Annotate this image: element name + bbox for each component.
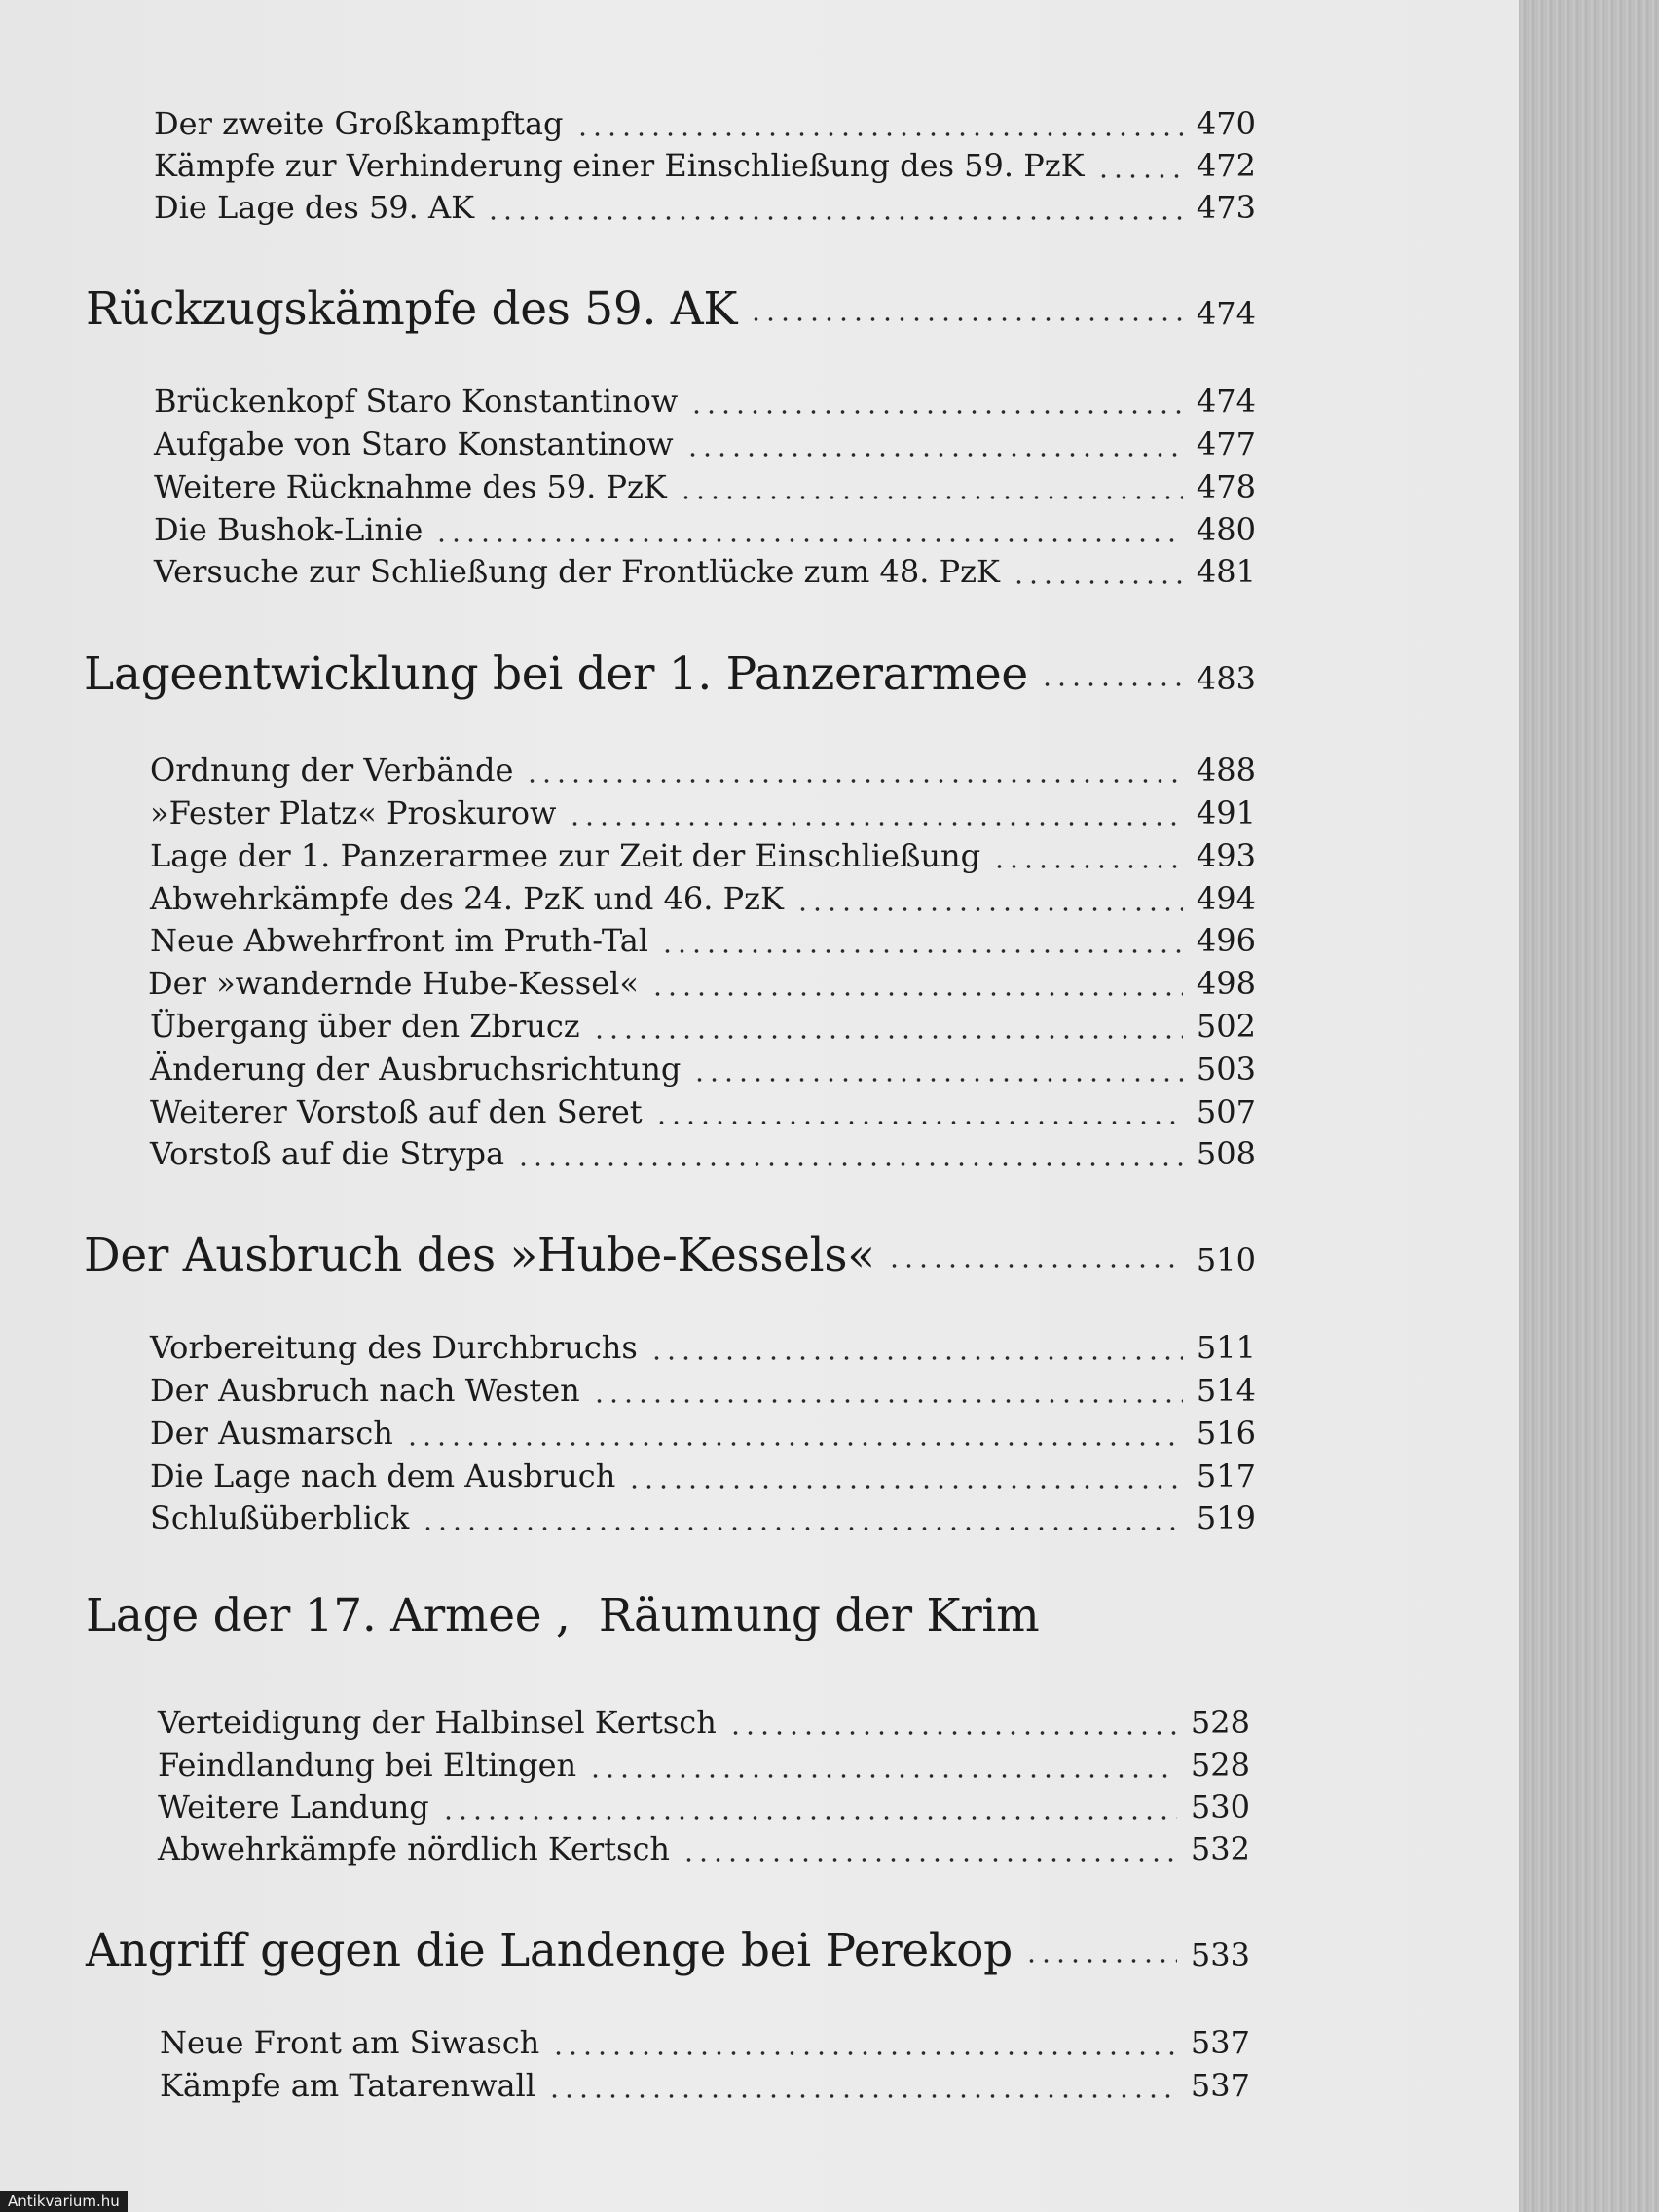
dot-leader	[1096, 172, 1183, 180]
toc-chapter	[86, 1924, 1250, 1982]
entry-page: 494	[1196, 880, 1256, 917]
toc-entry	[154, 553, 1256, 596]
toc-chapter	[84, 1229, 1256, 1287]
chapter-title: Der Ausbruch des »Hube-Kessels«	[84, 1229, 875, 1282]
dot-leader	[1024, 1957, 1177, 1965]
toc-entry	[150, 1008, 1256, 1051]
entry-title: Weitere Landung	[158, 1788, 429, 1825]
entry-title: Versuche zur Schließung der Frontlücke zum 48. PzK	[154, 553, 1000, 590]
toc-entry	[150, 1093, 1256, 1136]
toc-entry	[150, 922, 1256, 965]
toc-entry	[154, 468, 1256, 511]
toc-entry	[150, 880, 1256, 923]
entry-title: Der Ausbruch nach Westen	[150, 1372, 580, 1409]
entry-page: 514	[1196, 1372, 1256, 1409]
toc-entry	[160, 2024, 1250, 2067]
entry-title: Aufgabe von Staro Konstantinow	[154, 425, 674, 462]
toc-entry	[150, 794, 1256, 837]
toc-chapter	[86, 282, 1256, 341]
toc-entry	[154, 105, 1256, 148]
entry-page: 473	[1196, 189, 1256, 226]
dot-leader	[551, 2049, 1177, 2057]
entry-title: »Fester Platz« Proskurow	[150, 794, 557, 831]
toc-chapter	[86, 1589, 1256, 1647]
toc-entry	[158, 1788, 1250, 1831]
entry-page: 508	[1196, 1135, 1256, 1172]
toc-entry	[154, 189, 1256, 232]
dot-leader	[575, 130, 1183, 138]
dot-leader	[1012, 578, 1183, 586]
dot-leader	[486, 214, 1183, 222]
toc-entry	[160, 2067, 1250, 2110]
entry-page: 474	[1196, 383, 1256, 420]
dot-leader	[649, 1354, 1183, 1362]
toc-entry	[158, 1747, 1250, 1789]
dot-leader	[992, 863, 1183, 870]
dot-leader	[795, 905, 1183, 913]
toc-entry	[150, 1051, 1256, 1093]
entry-page: 511	[1196, 1329, 1256, 1366]
entry-title: Abwehrkämpfe nördlich Kertsch	[158, 1830, 670, 1867]
dot-leader	[405, 1440, 1183, 1448]
toc-entry	[150, 1499, 1256, 1542]
dot-leader	[547, 2092, 1177, 2100]
entry-page: 532	[1190, 1830, 1250, 1867]
entry-title: Kämpfe zur Verhinderung einer Einschließung des 59. PzK	[154, 147, 1085, 184]
dot-leader	[749, 315, 1183, 323]
toc-entry	[158, 1704, 1250, 1747]
toc-entry	[154, 147, 1256, 190]
entry-page: 488	[1196, 752, 1256, 789]
entry-page: 517	[1196, 1457, 1256, 1494]
entry-title: Neue Front am Siwasch	[160, 2024, 540, 2061]
entry-title: Die Bushok-Linie	[154, 511, 424, 548]
entry-title: Abwehrkämpfe des 24. PzK und 46. PzK	[150, 880, 784, 917]
chapter-page: 510	[1196, 1241, 1256, 1278]
dot-leader	[568, 820, 1182, 828]
entry-page: 503	[1196, 1051, 1256, 1088]
dot-leader	[1040, 681, 1183, 688]
entry-title: Der zweite Großkampftag	[154, 105, 564, 142]
dot-leader	[592, 1397, 1183, 1405]
entry-title: Brückenkopf Staro Konstantinow	[154, 383, 679, 420]
entry-title: Übergang über den Zbrucz	[150, 1008, 580, 1045]
dot-leader	[525, 777, 1183, 785]
dot-leader	[592, 1033, 1183, 1041]
entry-title: Ordnung der Verbände	[150, 752, 514, 789]
toc-entry	[148, 965, 1256, 1008]
dot-leader	[441, 1814, 1177, 1822]
entry-page: 481	[1196, 553, 1256, 590]
toc-entry	[150, 1329, 1256, 1372]
chapter-page: 533	[1190, 1936, 1250, 1973]
entry-title: Lage der 1. Panzerarmee zur Zeit der Einschließung	[150, 837, 981, 874]
toc-entry	[150, 752, 1256, 794]
entry-page: 507	[1196, 1093, 1256, 1130]
dot-leader	[421, 1525, 1183, 1532]
entry-page: 493	[1196, 837, 1256, 874]
entry-page: 472	[1196, 147, 1256, 184]
entry-page: 537	[1190, 2024, 1250, 2061]
dot-leader	[679, 494, 1183, 501]
dot-leader	[728, 1729, 1177, 1737]
entry-page: 530	[1190, 1788, 1250, 1825]
dot-leader	[689, 408, 1183, 416]
entry-title: Änderung der Ausbruchsrichtung	[150, 1051, 682, 1088]
entry-page: 519	[1196, 1499, 1256, 1536]
entry-title: Weitere Rücknahme des 59. PzK	[154, 468, 667, 505]
entry-page: 502	[1196, 1008, 1256, 1045]
dot-leader	[660, 947, 1183, 955]
toc-entry	[154, 511, 1256, 554]
toc-entry	[158, 1830, 1250, 1873]
entry-title: Neue Abwehrfront im Pruth-Tal	[150, 922, 649, 959]
entry-page: 478	[1196, 468, 1256, 505]
dot-leader	[654, 1119, 1183, 1126]
entry-title: Weiterer Vorstoß auf den Seret	[150, 1093, 643, 1130]
toc-entry	[154, 425, 1256, 468]
dot-leader	[682, 1856, 1177, 1863]
chapter-title: Angriff gegen die Landenge bei Perekop	[86, 1924, 1013, 1977]
entry-page: 496	[1196, 922, 1256, 959]
toc-entry	[150, 1372, 1256, 1415]
entry-title: Der Ausmarsch	[150, 1415, 393, 1452]
toc-entry	[150, 837, 1256, 880]
entry-title: Feindlandung bei Eltingen	[158, 1747, 577, 1784]
chapter-title: Lage der 17. Armee , Räumung der Krim	[86, 1589, 1040, 1642]
entry-title: Der »wandernde Hube-Kessel«	[148, 965, 639, 1002]
toc-entry	[150, 1457, 1256, 1500]
entry-title: Schlußüberblick	[150, 1499, 410, 1536]
chapter-title: Rückzugskämpfe des 59. AK	[86, 282, 738, 336]
entry-title: Kämpfe am Tatarenwall	[160, 2067, 536, 2104]
dot-leader	[434, 536, 1183, 544]
entry-page: 480	[1196, 511, 1256, 548]
entry-page: 528	[1190, 1704, 1250, 1741]
dot-leader	[650, 990, 1183, 998]
toc-entry	[154, 383, 1256, 425]
entry-page: 477	[1196, 425, 1256, 462]
toc-entry	[150, 1135, 1256, 1178]
dot-leader	[588, 1772, 1177, 1780]
entry-title: Verteidigung der Halbinsel Kertsch	[158, 1704, 717, 1741]
toc-chapter	[84, 647, 1256, 706]
entry-page: 470	[1196, 105, 1256, 142]
toc-entry	[150, 1415, 1256, 1457]
book-gutter	[1519, 0, 1659, 2212]
dot-leader	[627, 1483, 1183, 1491]
entry-page: 528	[1190, 1747, 1250, 1784]
chapter-title: Lageentwicklung bei der 1. Panzerarmee	[84, 647, 1028, 701]
dot-leader	[516, 1161, 1183, 1168]
entry-title: Vorbereitung des Durchbruchs	[150, 1329, 638, 1366]
entry-page: 537	[1190, 2067, 1250, 2104]
entry-title: Die Lage des 59. AK	[154, 189, 475, 226]
entry-page: 491	[1196, 794, 1256, 831]
chapter-page: 483	[1196, 660, 1256, 697]
dot-leader	[692, 1076, 1183, 1084]
entry-title: Die Lage nach dem Ausbruch	[150, 1457, 616, 1494]
dot-leader	[887, 1262, 1183, 1270]
entry-page: 516	[1196, 1415, 1256, 1452]
chapter-page: 474	[1196, 295, 1256, 332]
entry-page: 498	[1196, 965, 1256, 1002]
entry-title: Vorstoß auf die Strypa	[150, 1135, 505, 1172]
dot-leader	[685, 451, 1183, 459]
watermark-label: Antikvarium.hu	[0, 2191, 128, 2212]
